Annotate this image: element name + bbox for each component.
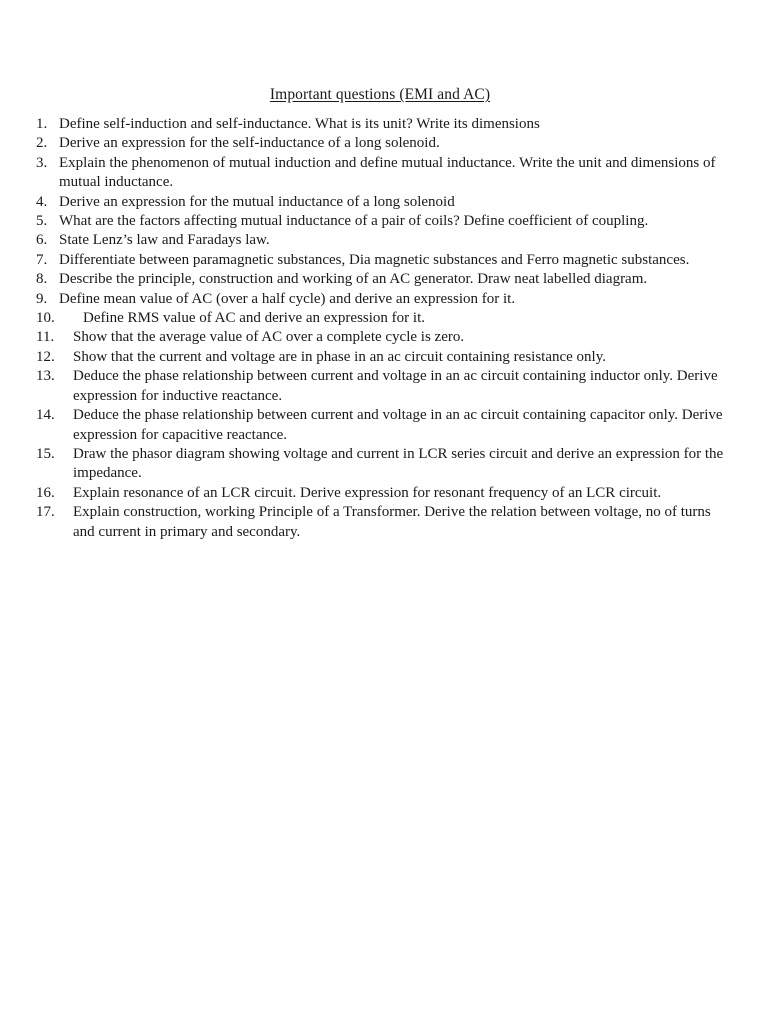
question-text: Deduce the phase relationship between current and voltage in an ac circuit containing capacitor only. Derive expression for capacitive reactance.: [73, 407, 723, 443]
question-text: Define mean value of AC (over a half cycle) and derive an expression for it.: [59, 290, 516, 307]
question-number: 15.: [36, 445, 55, 462]
question-text: Explain resonance of an LCR circuit. Derive expression for resonant frequency of an LCR circuit.: [73, 484, 662, 501]
question-item: [36, 503, 736, 542]
question-text: Explain construction, working Principle of a Transformer. Derive the relation between voltage, no of turns and current in primary and secondary.: [73, 504, 711, 540]
question-text: Deduce the phase relationship between current and voltage in an ac circuit containing inductor only. Derive expression for inductive reactance.: [73, 368, 718, 404]
question-text: Define RMS value of AC and derive an expression for it.: [83, 310, 426, 327]
question-number: 16.: [36, 484, 55, 501]
question-text: Show that the current and voltage are in phase in an ac circuit containing resistance only.: [73, 348, 607, 365]
question-number: 2.: [36, 135, 48, 152]
question-item: [36, 367, 736, 406]
question-item: [36, 445, 736, 484]
question-item: [36, 290, 736, 309]
question-text: Describe the principle, construction and working of an AC generator. Draw neat labelled diagram.: [59, 271, 648, 288]
question-text: Derive an expression for the self-inductance of a long solenoid.: [59, 135, 440, 152]
question-text: Define self-induction and self-inductance. What is its unit? Write its dimensions: [59, 116, 540, 132]
question-text: State Lenz’s law and Faradays law.: [59, 232, 270, 249]
question-item: [36, 484, 736, 503]
question-number: 8.: [36, 271, 48, 288]
question-text: Show that the average value of AC over a complete cycle is zero.: [73, 329, 465, 346]
question-number: 11.: [36, 329, 55, 346]
question-item: [36, 193, 736, 212]
question-item: [36, 212, 736, 231]
question-number: 3.: [36, 154, 48, 171]
question-item: [36, 134, 736, 153]
question-number: 12.: [36, 348, 55, 365]
question-item: [36, 270, 736, 289]
question-number: 6.: [36, 232, 48, 249]
question-text: Differentiate between paramagnetic substances, Dia magnetic substances and Ferro magnetic substances.: [59, 251, 690, 268]
question-number: 17.: [36, 504, 55, 521]
question-item: [36, 251, 736, 270]
question-number: 13.: [36, 368, 55, 385]
question-number: 5.: [36, 213, 48, 230]
question-number: 9.: [36, 290, 48, 307]
question-number: 4.: [36, 193, 48, 210]
question-text: Explain the phenomenon of mutual induction and define mutual inductance. Write the unit and dimensions of mutual inductance.: [59, 154, 716, 191]
question-item: [36, 348, 736, 367]
question-text: What are the factors affecting mutual inductance of a pair of coils? Define coefficient of coupling.: [59, 213, 649, 230]
question-item: [36, 309, 736, 328]
question-item: [36, 406, 736, 445]
document-title: Important questions (EMI and AC): [269, 86, 491, 103]
question-number: 10.: [36, 310, 55, 327]
question-item: [36, 231, 736, 250]
question-item: [36, 154, 736, 193]
question-text: Derive an expression for the mutual inductance of a long solenoid: [59, 193, 455, 210]
question-number: 7.: [36, 251, 48, 268]
question-list: [36, 115, 736, 542]
question-number: 1.: [36, 116, 48, 132]
question-item: [36, 115, 736, 134]
question-number: 14.: [36, 407, 55, 424]
question-item: [36, 328, 736, 347]
question-text: Draw the phasor diagram showing voltage and current in LCR series circuit and derive an expression for the impedance.: [73, 445, 724, 482]
